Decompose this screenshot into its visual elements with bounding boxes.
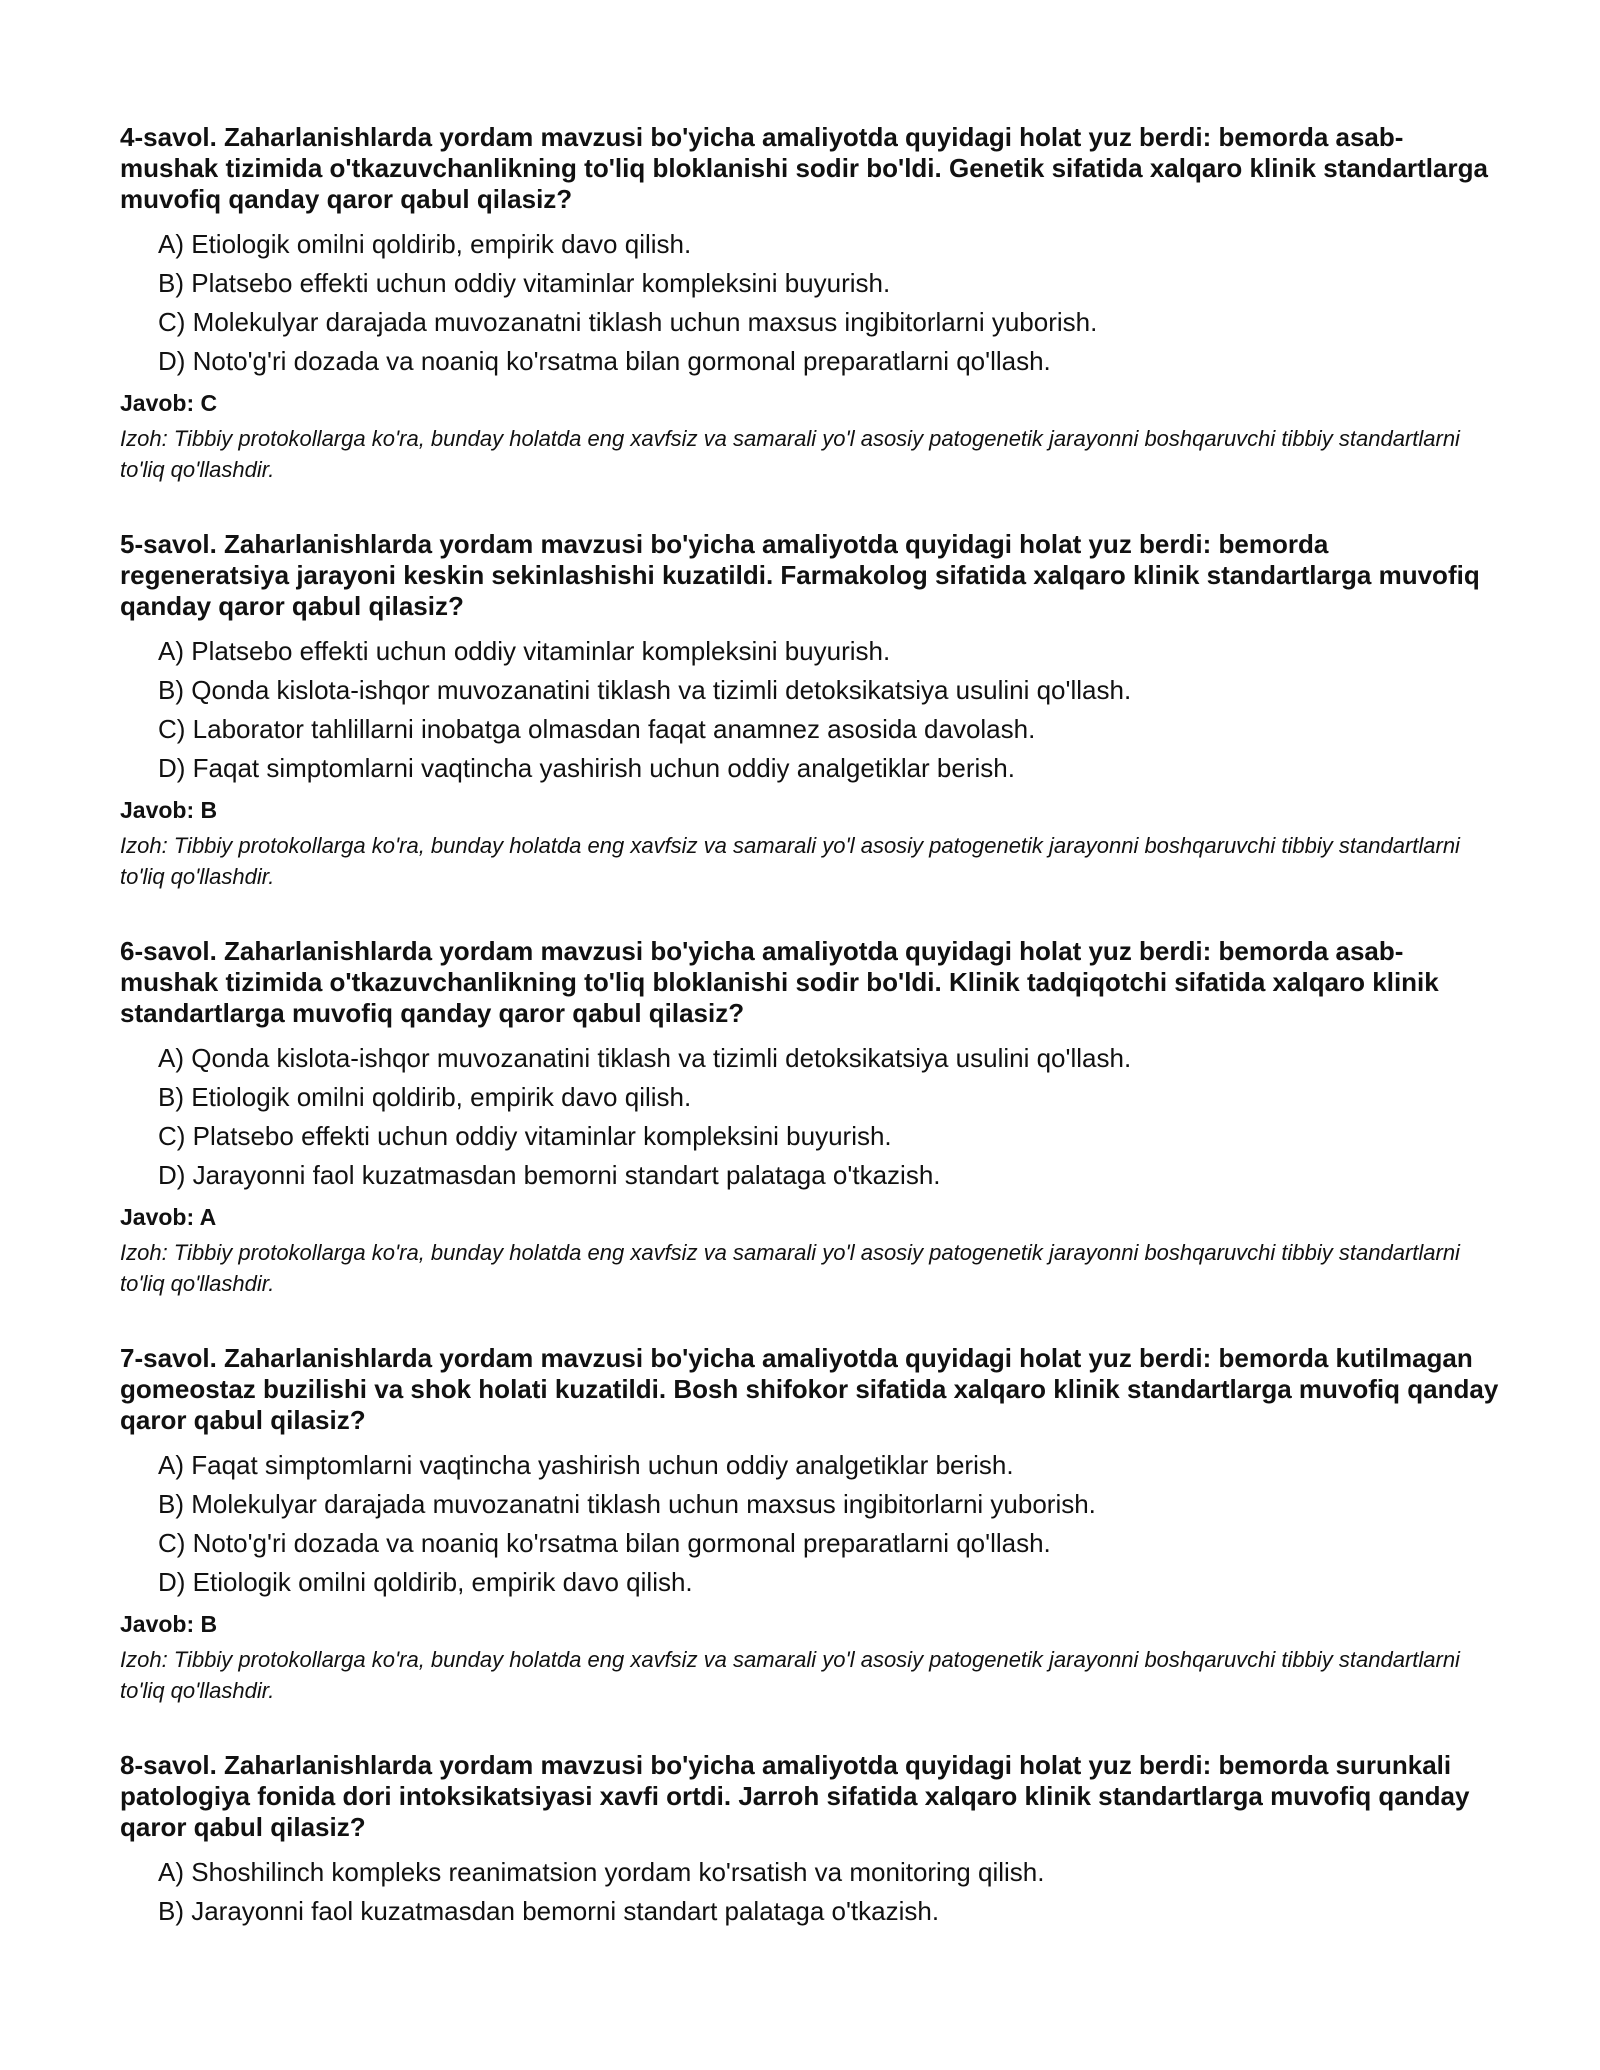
explanation-note: Izoh: Tibbiy protokollarga ko'ra, bunday holatda eng xavfsiz va samarali yo'l asosiy patogenetik jarayonni boshqaruvchi tibbiy standartlarni to'liq qo'llashdir.	[120, 1647, 1460, 1703]
option-c: C) Laborator tahlillarni inobatga olmasdan faqat anamnez asosida davolash.	[158, 714, 1036, 744]
explanation-note: Izoh: Tibbiy protokollarga ko'ra, bunday holatda eng xavfsiz va samarali yo'l asosiy patogenetik jarayonni boshqaruvchi tibbiy standartlarni to'liq qo'llashdir.	[120, 1240, 1460, 1296]
option-list	[120, 1853, 1500, 1931]
option-a: A) Etiologik omilni qoldirib, empirik davo qilish.	[158, 229, 692, 259]
option-list	[120, 225, 1500, 381]
option-list	[120, 1039, 1500, 1195]
option-list	[120, 1446, 1500, 1602]
answer-label: Javob: C	[120, 390, 218, 416]
answer-label: Javob: B	[120, 797, 218, 823]
option-c: C) Platsebo effekti uchun oddiy vitaminlar kompleksini buyurish.	[158, 1121, 892, 1151]
answer-label: Javob: A	[120, 1204, 217, 1230]
option-a: A) Shoshilinch kompleks reanimatsion yordam ko'rsatish va monitoring qilish.	[158, 1857, 1045, 1887]
question-title: 6-savol. Zaharlanishlarda yordam mavzusi bo'yicha amaliyotda quyidagi holat yuz berdi: bemorda asab-mushak tizimida o'tkazuvchanlikning to'liq bloklanishi sodir bo'ldi. Klinik tadqiqotchi sifatida xalqaro klinik standartlarga muvofiq qanday qaror qabul qilasiz?	[120, 936, 1439, 1028]
option-d: D) Etiologik omilni qoldirib, empirik davo qilish.	[158, 1567, 693, 1597]
question-title: 4-savol. Zaharlanishlarda yordam mavzusi bo'yicha amaliyotda quyidagi holat yuz berdi: bemorda asab-mushak tizimida o'tkazuvchanlikning to'liq bloklanishi sodir bo'ldi. Genetik sifatida xalqaro klinik standartlarga muvofiq qanday qaror qabul qilasiz?	[120, 122, 1488, 214]
question-8	[120, 1750, 1500, 1931]
answer-label: Javob: B	[120, 1611, 218, 1637]
option-b: B) Jarayonni faol kuzatmasdan bemorni standart palataga o'tkazish.	[158, 1896, 940, 1926]
option-a: A) Faqat simptomlarni vaqtincha yashirish uchun oddiy analgetiklar berish.	[158, 1450, 1014, 1480]
question-4	[120, 122, 1500, 485]
option-list	[120, 632, 1500, 788]
question-title: 5-savol. Zaharlanishlarda yordam mavzusi bo'yicha amaliyotda quyidagi holat yuz berdi: bemorda regeneratsiya jarayoni keskin sekinlashishi kuzatildi. Farmakolog sifatida xalqaro klinik standartlarga muvofiq qanday qaror qabul qilasiz?	[120, 529, 1480, 621]
option-c: C) Noto'g'ri dozada va noaniq ko'rsatma bilan gormonal preparatlarni qo'llash.	[158, 1528, 1051, 1558]
option-d: D) Noto'g'ri dozada va noaniq ko'rsatma bilan gormonal preparatlarni qo'llash.	[158, 346, 1051, 376]
option-b: B) Etiologik omilni qoldirib, empirik davo qilish.	[158, 1082, 692, 1112]
question-7	[120, 1343, 1500, 1706]
option-a: A) Qonda kislota-ishqor muvozanatini tiklash va tizimli detoksikatsiya usulini qo'llash.	[158, 1043, 1132, 1073]
explanation-note: Izoh: Tibbiy protokollarga ko'ra, bunday holatda eng xavfsiz va samarali yo'l asosiy patogenetik jarayonni boshqaruvchi tibbiy standartlarni to'liq qo'llashdir.	[120, 833, 1460, 889]
option-b: B) Molekulyar darajada muvozanatni tiklash uchun maxsus ingibitorlarni yuborish.	[158, 1489, 1096, 1519]
question-title: 7-savol. Zaharlanishlarda yordam mavzusi bo'yicha amaliyotda quyidagi holat yuz berdi: bemorda kutilmagan gomeostaz buzilishi va shok holati kuzatildi. Bosh shifokor sifatida xalqaro klinik standartlarga muvofiq qanday qaror qabul qilasiz?	[120, 1343, 1499, 1435]
document-page	[120, 122, 1500, 1975]
option-b: B) Platsebo effekti uchun oddiy vitaminlar kompleksini buyurish.	[158, 268, 891, 298]
explanation-note: Izoh: Tibbiy protokollarga ko'ra, bunday holatda eng xavfsiz va samarali yo'l asosiy patogenetik jarayonni boshqaruvchi tibbiy standartlarni to'liq qo'llashdir.	[120, 426, 1460, 482]
option-a: A) Platsebo effekti uchun oddiy vitaminlar kompleksini buyurish.	[158, 636, 891, 666]
option-c: C) Molekulyar darajada muvozanatni tiklash uchun maxsus ingibitorlarni yuborish.	[158, 307, 1098, 337]
option-d: D) Jarayonni faol kuzatmasdan bemorni standart palataga o'tkazish.	[158, 1160, 941, 1190]
option-b: B) Qonda kislota-ishqor muvozanatini tiklash va tizimli detoksikatsiya usulini qo'llash.	[158, 675, 1132, 705]
question-5	[120, 529, 1500, 892]
question-title: 8-savol. Zaharlanishlarda yordam mavzusi bo'yicha amaliyotda quyidagi holat yuz berdi: bemorda surunkali patologiya fonida dori intoksikatsiyasi xavfi ortdi. Jarroh sifatida xalqaro klinik standartlarga muvofiq qanday qaror qabul qilasiz?	[120, 1750, 1470, 1842]
question-6	[120, 936, 1500, 1299]
option-d: D) Faqat simptomlarni vaqtincha yashirish uchun oddiy analgetiklar berish.	[158, 753, 1015, 783]
